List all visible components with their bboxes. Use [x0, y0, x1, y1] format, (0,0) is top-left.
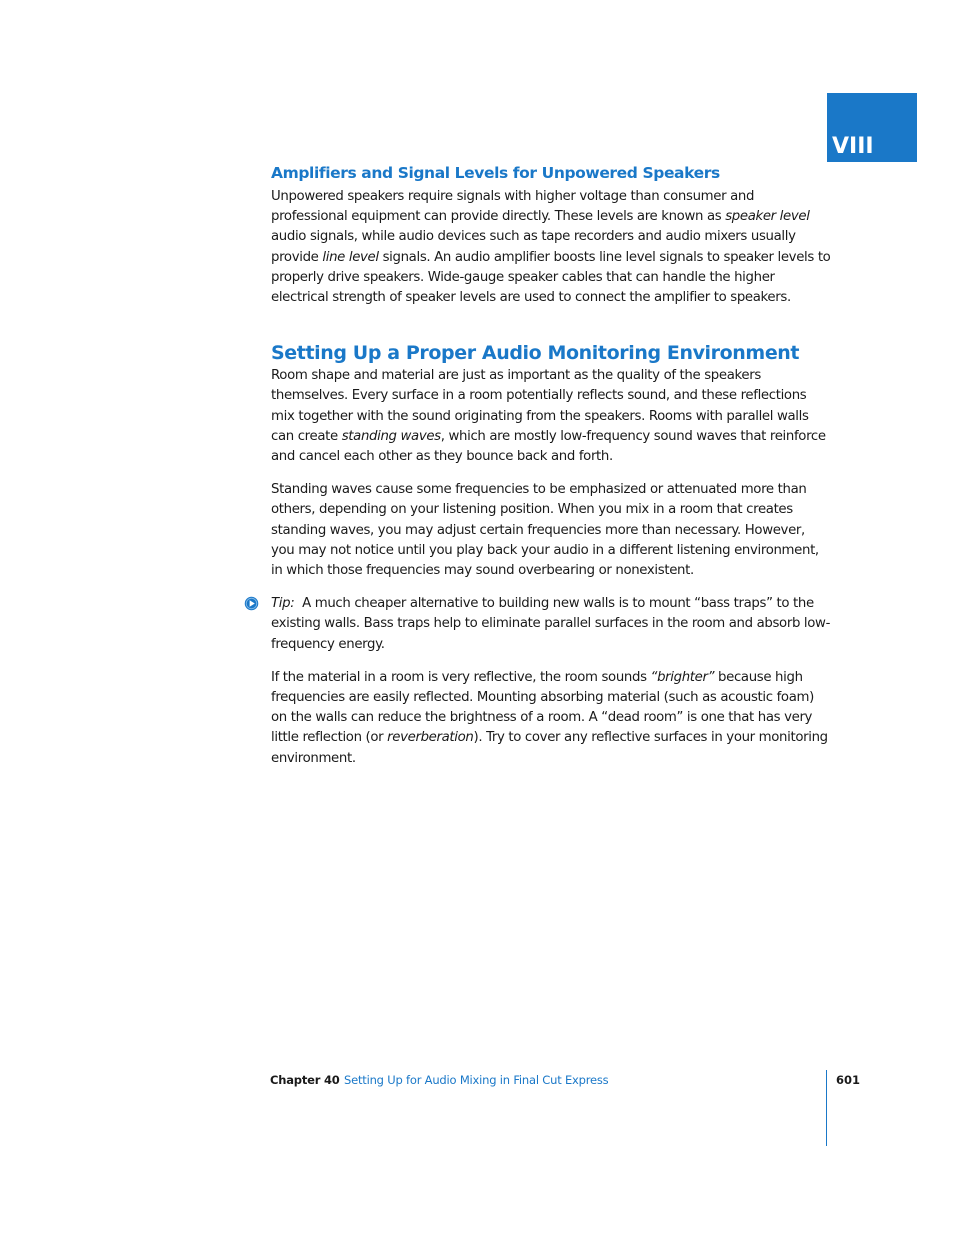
section-heading-monitoring: Setting Up a Proper Audio Monitoring Environment [271, 342, 800, 365]
section-heading-amplifiers: Amplifiers and Signal Levels for Unpowered Speakers [271, 164, 720, 182]
term-reverberation: reverberation [387, 730, 474, 746]
tip-block [271, 594, 831, 655]
page-number: 601 [836, 1073, 861, 1087]
tip-arrow-icon [244, 596, 259, 611]
footer-chapter: Chapter 40 [270, 1073, 340, 1087]
paragraph-standing-waves: Standing waves cause some frequencies to be emphasized or attenuated more than others, depending on your listening position. When you mix in a room that creates standing waves, you may adjust certain frequencies more than necessary. However, you may not notice until you play back your audio in a different listening environment, in which those frequencies may sound overbearing or nonexistent. [271, 482, 819, 579]
part-tab [827, 93, 917, 162]
term-line-level: line level [322, 249, 379, 265]
tip-label: Tip: [271, 596, 295, 612]
term-standing-waves: standing waves [341, 428, 441, 444]
page-content [271, 160, 831, 769]
term-brighter: “brighter” [650, 669, 715, 685]
paragraph-reflective-material: If the material in a room is very reflective, the room sounds “brighter” because high frequencies are easily reflected. Mounting absorbing material (such as acoustic foam) on the walls can reduce the brightness of a room. A “dead room” is one that has very little reflection (or reverberation). Try to cover any reflective surfaces in your monitoring environment. [271, 669, 828, 766]
paragraph-room-shape: Room shape and material are just as important as the quality of the speakers themselves. Every surface in a room potentially reflects sound, and these reflections mix together with the sound originating from the speakers. Rooms with parallel walls can create standing waves, which are mostly low-frequency sound waves that reinforce and cancel each other as they bounce back and forth. [271, 368, 826, 465]
part-tab-label: VIII [832, 134, 874, 159]
footer-divider [826, 1070, 827, 1146]
paragraph-amplifiers: Unpowered speakers require signals with higher voltage than consumer and professional equipment can provide directly. These levels are known as speaker level audio signals, while audio devices such as tape recorders and audio mixers usually provide line level signals. An audio amplifier boosts line level signals to speaker levels to properly drive speakers. Wide-gauge speaker cables that can handle the higher electrical strength of speaker levels are used to connect the amplifier to speakers. [271, 189, 831, 306]
term-speaker-level: speaker level [725, 209, 810, 225]
tip-text: Tip: A much cheaper alternative to building new walls is to mount “bass traps” to the existing walls. Bass traps help to eliminate parallel surfaces in the room and absorb low-frequency energy. [271, 596, 831, 652]
footer-chapter-title: Setting Up for Audio Mixing in Final Cut Express [344, 1073, 609, 1087]
